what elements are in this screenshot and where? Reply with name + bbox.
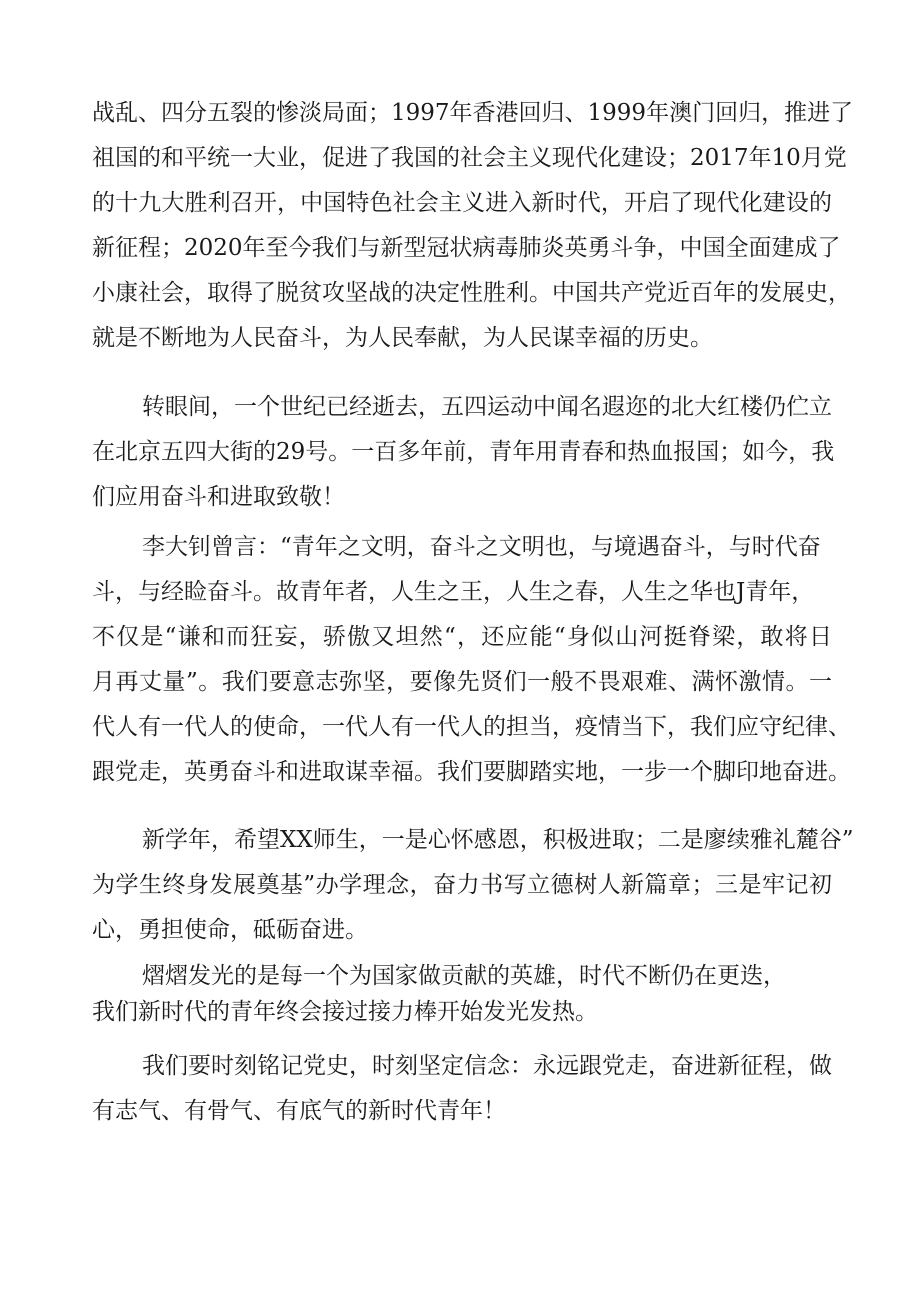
paragraph-5 xyxy=(92,958,832,1030)
text-line: 们应用奋斗和进取致敬！ xyxy=(92,484,345,510)
text-line: 为学生终身发展奠基”办学理念，奋力书写立德树人新篇章；三是牢记初 xyxy=(92,872,832,898)
text-line: 有志气、有骨气、有底气的新时代青年！ xyxy=(92,1098,506,1124)
text-line: 月再丈量”。我们要意志弥坚，要像先贤们一般不畏艰难、满怀激情。一 xyxy=(92,669,832,695)
paragraph-4 xyxy=(92,818,854,953)
text-line: 小康社会，取得了脱贫攻坚战的决定性胜利。中国共产党近百年的发展史， xyxy=(92,280,851,306)
text-line: 代人有一代人的使命，一代人有一代人的担当，疫情当下，我们应守纪律、 xyxy=(92,714,851,740)
text-line: 我们要时刻铭记党史，时刻坚定信念：永远跟党走，奋进新征程，做 xyxy=(142,1053,832,1079)
text-line: 跟党走，英勇奋斗和进取谋幸福。我们要脚踏实地，一步一个脚印地奋进。 xyxy=(92,759,851,785)
text-line: 在北京五四大街的29号。一百多年前，青年用青春和热血报国；如今，我 xyxy=(92,439,835,465)
text-line: 就是不断地为人民奋斗，为人民奉献，为人民谋幸福的历史。 xyxy=(92,325,713,351)
text-line: 祖国的和平统一大业，促进了我国的社会主义现代化建设；2017年10月党 xyxy=(92,145,847,171)
text-line: 斗，与经睑奋斗。故青年者，人生之王，人生之春，人生之华也J青年， xyxy=(92,579,815,605)
text-line: 新学年，希望XX师生，一是心怀感恩，积极进取；二是廖续雅礼麓谷” xyxy=(142,827,854,853)
text-line: 新征程；2020年至今我们与新型冠状病毒肺炎英勇斗争，中国全面建成了 xyxy=(92,235,841,261)
paragraph-3 xyxy=(92,525,851,795)
text-line: 转眼间，一个世纪已经逝去，五四运动中闻名遐迩的北大红楼仍伫立 xyxy=(142,394,832,420)
paragraph-2 xyxy=(92,385,835,520)
text-line: 不仅是“谦和而狂妄，骄傲又坦然“，还应能“身似山河挺脊梁，敢将日 xyxy=(92,624,832,650)
text-line: 战乱、四分五裂的惨淡局面；1997年香港回归、1999年澳门回归，推进了 xyxy=(92,100,854,126)
paragraph-6 xyxy=(92,1044,832,1134)
text-line: 李大钊曾言：“青年之文明，奋斗之文明也，与境遇奋斗，与时代奋 xyxy=(142,534,821,560)
text-line: 的十九大胜利召开，中国特色社会主义进入新时代，开启了现代化建设的 xyxy=(92,190,832,216)
text-line: 熠熠发光的是每一个为国家做贡献的英雄，时代不断仍在更迭， xyxy=(142,963,786,989)
text-line: 我们新时代的青年终会接过接力棒开始发光发热。 xyxy=(92,999,598,1025)
paragraph-1 xyxy=(92,91,854,361)
text-line: 心，勇担使命，砥砺奋进。 xyxy=(92,917,368,943)
